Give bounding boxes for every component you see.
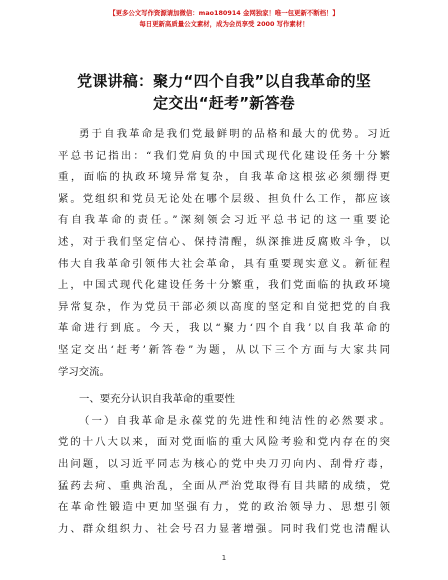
page-number: 1: [221, 554, 227, 562]
body-line: 平总书记指出：“我们党肩负的中国式现代化建设任务十分繁: [58, 149, 390, 162]
body-line: 坚定交出‘赶考’新答卷”为题，从以下三个方面与大家共同: [58, 343, 390, 356]
body-line: 革命进行到底。今天，我以“聚力‘四个自我’以自我革命的: [58, 322, 390, 335]
body-line: 重，面临的执政环境异常复杂，自我革命这根弦必须绷得更: [58, 171, 390, 184]
body-line: （一）自我革命是永葆党的先进性和纯洁性的必然要求。: [79, 414, 390, 427]
body-line: 述，对于我们坚定信心、保持清醒，纵深推进反腐败斗争，以: [58, 235, 390, 248]
body-line: 伟大自我革命引领伟大社会革命，具有重要现实意义。新征程: [58, 257, 390, 270]
body-line: 力、群众组织力、社会号召力显著增强。同时我们党也清醒认: [58, 522, 390, 535]
section-heading: 一、要充分认识自我革命的重要性: [79, 393, 235, 406]
body-line: 紧。党组织和党员无论处在哪个层级、担负什么工作，都应该: [58, 192, 390, 205]
document-body: [58, 124, 390, 540]
title-line-2: 定交出“赶考”新答卷: [153, 94, 295, 112]
body-line: 出问题，以习近平同志为核心的党中央刀刃向内、刮骨疗毒，: [58, 457, 390, 470]
document-title: [38, 70, 410, 114]
title-line-1: 党课讲稿：聚力“四个自我”以自我革命的坚: [77, 72, 371, 90]
body-line: 猛药去疴、重典治乱，全面从严治党取得有目共睹的成绩，党: [58, 479, 390, 492]
body-line: 在革命性锻造中更加坚强有力，党的政治领导力、思想引领: [58, 501, 390, 514]
header-banner: [30, 8, 418, 30]
body-line: 党的十八大以来，面对党面临的重大风险考验和党内存在的突: [58, 436, 390, 449]
body-line: 有自我革命的责任。”深刻领会习近平总书记的这一重要论: [58, 214, 390, 227]
body-line: 勇于自我革命是我们党最鲜明的品格和最大的优势。习近: [79, 128, 390, 140]
body-line: 异常复杂，作为党员干部必须以高度的坚定和自觉把党的自我: [58, 300, 390, 313]
banner-line-1: 【更多公文写作资源请加微信：mao180914 金网独家！唯一包更新不断档！】: [109, 9, 339, 17]
body-line: 上，中国式现代化建设任务十分繁重，我们党面临的执政环境: [58, 279, 390, 292]
body-line: 学习交流。: [58, 365, 110, 378]
banner-line-2: 每日更新高质量公文素材，成为会员享受 2000 写作素材！: [139, 20, 309, 28]
